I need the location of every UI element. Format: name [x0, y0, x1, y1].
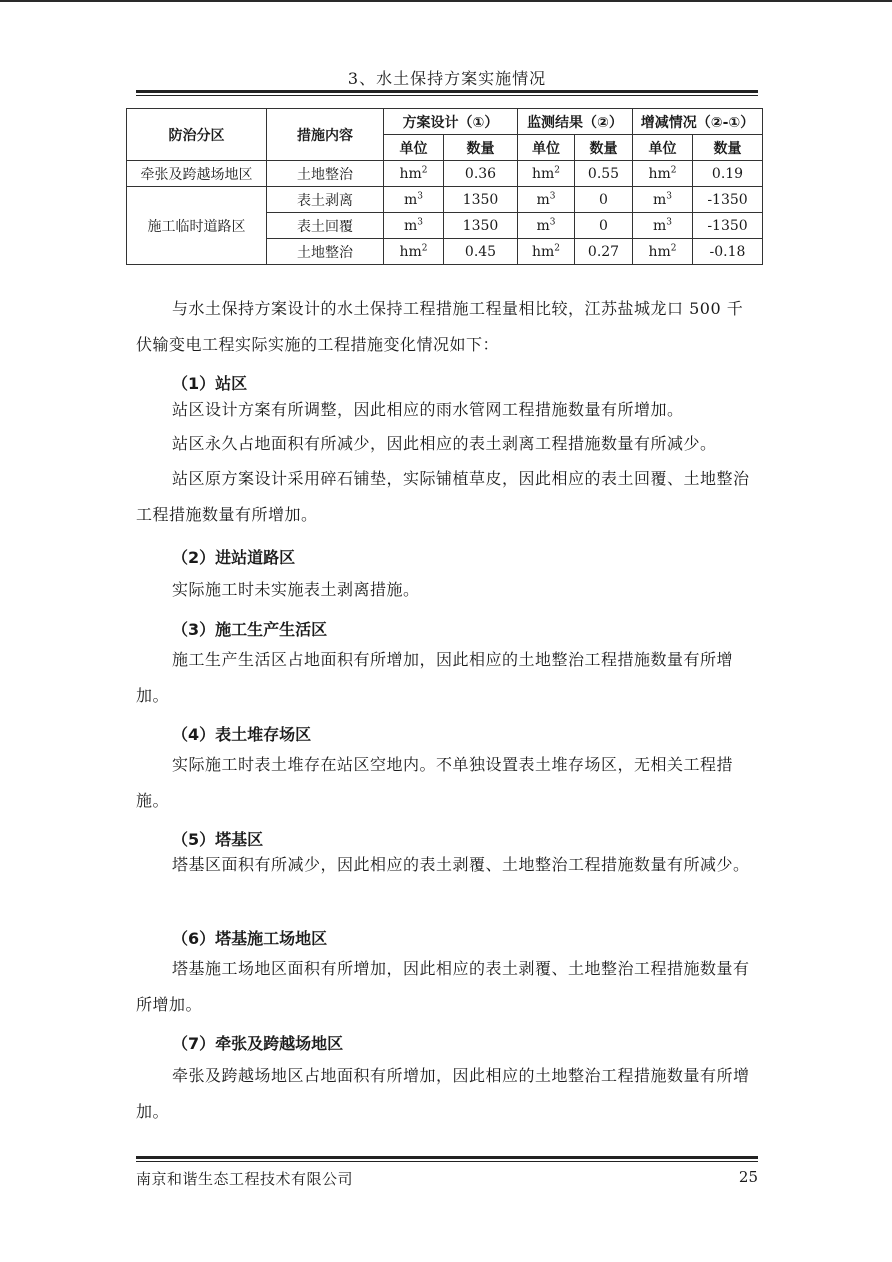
paragraph: 牵张及跨越场地区占地面积有所增加，因此相应的土地整治工程措施数量有所增加。: [136, 1066, 750, 1121]
header-rule: [136, 90, 758, 93]
header-measure: 措施内容: [267, 109, 384, 161]
unit-cell: $m^3$: [384, 187, 444, 213]
table-header-row: [127, 109, 763, 135]
header-qty: 数量: [444, 135, 518, 161]
paragraph: 实际施工时未实施表土剥离措施。: [172, 580, 420, 599]
header-unit: 单位: [384, 135, 444, 161]
qty-cell: 1350: [444, 213, 518, 239]
qty-cell: 0: [575, 187, 633, 213]
unit-cell: $m^3$: [633, 187, 693, 213]
table-row: [127, 187, 763, 213]
zone-cell: 牵张及跨越场地区: [127, 161, 267, 187]
table-row: [127, 161, 763, 187]
unit-cell: $hm^2$: [518, 161, 575, 187]
qty-cell: -1350: [693, 187, 763, 213]
section-title: （1）站区: [172, 374, 248, 393]
paragraph: 站区设计方案有所调整，因此相应的雨水管网工程措施数量有所增加。: [172, 400, 684, 419]
qty-cell: -0.18: [693, 239, 763, 265]
intro-paragraph: 与水土保持方案设计的水土保持工程措施工程量相比较，江苏盐城龙口 500 千伏输变电工程实际实施的工程措施变化情况如下：: [136, 299, 744, 354]
header-unit: 单位: [518, 135, 575, 161]
footer-rule: [136, 1156, 758, 1159]
unit-cell: $hm^2$: [384, 161, 444, 187]
measure-cell: 土地整治: [267, 239, 384, 265]
unit-cell: $hm^2$: [384, 239, 444, 265]
header-unit: 单位: [633, 135, 693, 161]
paragraph: 塔基施工场地区面积有所增加，因此相应的表土剥覆、土地整治工程措施数量有所增加。: [136, 959, 750, 1014]
section-title: （2）进站道路区: [172, 548, 296, 567]
unit-cell: $m^3$: [384, 213, 444, 239]
header-rule-thin: [136, 95, 758, 96]
paragraph: 塔基区面积有所减少，因此相应的表土剥覆、土地整治工程措施数量有所减少。: [172, 855, 750, 874]
qty-cell: 0.19: [693, 161, 763, 187]
qty-cell: 1350: [444, 187, 518, 213]
qty-cell: -1350: [693, 213, 763, 239]
section-title: （7）牵张及跨越场地区: [172, 1034, 344, 1053]
qty-cell: 0: [575, 213, 633, 239]
page-number: 25: [738, 1168, 758, 1186]
unit-cell: $hm^2$: [518, 239, 575, 265]
section-title: （6）塔基施工场地区: [172, 929, 328, 948]
unit-cell: $m^3$: [518, 213, 575, 239]
header-design: 方案设计（①）: [384, 109, 518, 135]
paragraph: 施工生产生活区占地面积有所增加，因此相应的土地整治工程措施数量有所增加。: [136, 650, 734, 705]
section-title: （5）塔基区: [172, 830, 264, 849]
zone-cell: 施工临时道路区: [127, 187, 267, 265]
section-title: （4）表土堆存场区: [172, 725, 312, 744]
header-change: 增减情况（②-①）: [633, 109, 763, 135]
header-qty: 数量: [575, 135, 633, 161]
paragraph: 站区原方案设计采用碎石铺垫，实际铺植草皮，因此相应的表土回覆、土地整治工程措施数量有所增加。: [136, 469, 750, 524]
header-qty: 数量: [693, 135, 763, 161]
paragraph: 站区永久占地面积有所减少，因此相应的表土剥离工程措施数量有所减少。: [172, 434, 717, 453]
measure-cell: 表土剥离: [267, 187, 384, 213]
running-header: 3、水土保持方案实施情况: [347, 69, 547, 88]
header-monitor: 监测结果（②）: [518, 109, 633, 135]
qty-cell: 0.36: [444, 161, 518, 187]
qty-cell: 0.45: [444, 239, 518, 265]
footer-rule-thin: [136, 1161, 758, 1162]
qty-cell: 0.27: [575, 239, 633, 265]
unit-cell: $hm^2$: [633, 239, 693, 265]
footer-company: 南京和谐生态工程技术有限公司: [136, 1170, 354, 1188]
paragraph: 实际施工时表土堆存在站区空地内。不单独设置表土堆存场区，无相关工程措施。: [136, 755, 734, 810]
section-title: （3）施工生产生活区: [172, 620, 328, 639]
unit-cell: $m^3$: [518, 187, 575, 213]
measure-cell: 表土回覆: [267, 213, 384, 239]
header-zone: 防治分区: [127, 109, 267, 161]
measures-table: [126, 108, 763, 265]
qty-cell: 0.55: [575, 161, 633, 187]
unit-cell: $hm^2$: [633, 161, 693, 187]
measure-cell: 土地整治: [267, 161, 384, 187]
top-border: [0, 0, 892, 2]
unit-cell: $m^3$: [633, 213, 693, 239]
